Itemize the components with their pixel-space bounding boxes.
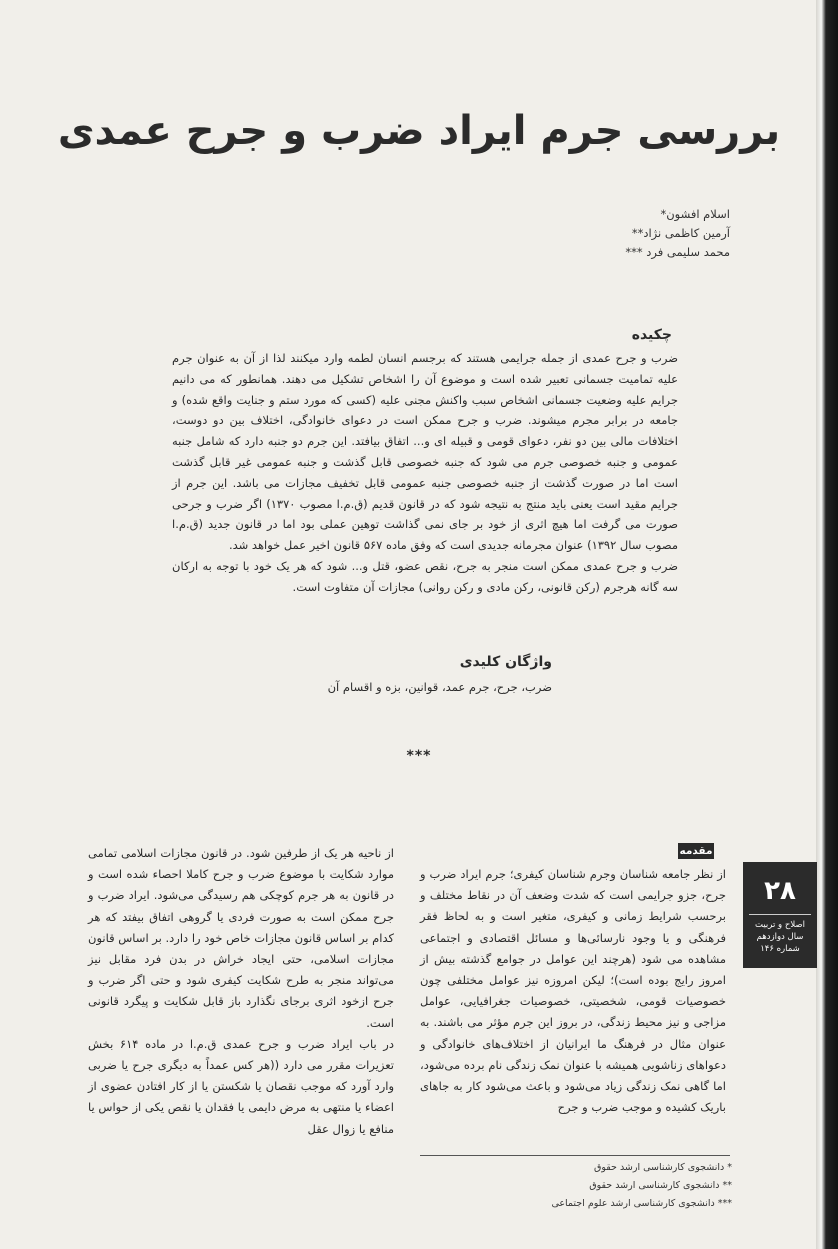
abstract-heading: چکیده: [631, 327, 672, 343]
author-name: محمد سلیمی فرد ***: [625, 245, 730, 259]
footnote: ** دانشجوی کارشناسی ارشد حقوق: [589, 1180, 732, 1191]
journal-year: سال دوازدهم: [756, 932, 804, 942]
abstract-paragraph: ضرب و جرح عمدی ممکن است منجر به جرح، نقص عضو، قتل و... شود که هر یک خود با توجه به ارکان سه گانه هرجرم (رکن قانونی، رکن مادی و رکن روانی) مجازات آن متفاوت است.: [172, 558, 678, 594]
body-paragraph: از ناحیه هر یک از طرفین شود. در قانون مجازات اسلامی تمامی موارد شکایت با موضوع ضرب و جرح کاملا احصاء شده است و در قانون به هر جرم کوچکی هم رسیدگی می‌شود. ایراد ضرب و جرح ممکن است به صورت فردی یا گروهی اتفاق بیفتد که هر کدام بر اساس قانون مجازات خاص خود را دارد. بر اساس قانون مجازات اسلامی، حتی ایجاد خراش در بدن فرد مقابل نیز می‌تواند منجر به طرح شکایت کیفری شود و حتی اگر ضرب و جرح ازخود اثری برجای نگذارد باز قابل شکایت و پیگرد قانونی است.: [88, 846, 394, 1030]
footnote-divider: [420, 1155, 730, 1156]
journal-issue: شماره ۱۴۶: [760, 944, 800, 954]
page-number-tab: [743, 862, 817, 968]
tab-divider: [749, 914, 811, 915]
intro-column-right: [420, 864, 726, 1118]
page-number: ۲۸: [764, 876, 796, 906]
section-separator: ***: [406, 748, 432, 764]
author-list: [625, 205, 730, 262]
page-edge: [816, 0, 838, 1249]
keywords-text: ضرب، جرح، جرم عمد، قوانین، بزه و اقسام آن: [327, 680, 552, 694]
author-name: آرمین کاظمی نژاد**: [631, 226, 730, 240]
intro-column-left: [88, 843, 394, 1140]
footnotes: [551, 1159, 732, 1213]
author-name: اسلام افشون*: [660, 207, 730, 221]
keywords-heading: واژگان کلیدی: [459, 654, 552, 670]
footnote: *** دانشجوی کارشناسی ارشد علوم اجتماعی: [551, 1198, 732, 1209]
body-paragraph: از نظر جامعه شناسان وجرم شناسان کیفری؛ جرم ایراد ضرب و جرح، جزو جرایمی است که شدت وضعف آن در نقاط مختلف و برحسب شرایط زمانی و کیفری، متغیر است و به لحاظ فقر فرهنگی و یا وجود نارسائی‌ها و مسائل اقتصادی و اجتماعی مشاهده می شود (هرچند این عوامل در جوامع گذشته بیش از امروز رایج بوده است)؛ لیکن امروزه نیز عوامل مختلفی چون خصوصیات قومی، شخصیتی، خصوصیات جغرافیایی، عوامل مزاجی و نیز محیط زندگی، در بروز این جرم مؤثر می باشند. به عنوان مثال در فرهنگ ما ایرانیان از اختلاف‌های خانوادگی و دعواهای زناشویی همیشه با عنوان نمک زندگی نام برده می‌شود، اما گاهی نمک زندگی زیاد می‌شود و باعث می‌شود کار به جاهای باریک کشیده و موجب ضرب و جرح: [420, 867, 726, 1115]
body-paragraph: در باب ایراد ضرب و جرح عمدی ق.م.ا در ماده ۶۱۴ بخش تعزیرات مقرر می دارد ((هر کس عمداً به دیگری جرح یا ضربی وارد آورد که موجب نقصان یا شکستن یا از کار افتادن عضوی از اعضاء یا منتهی به مرض دایمی یا فقدان یا نقص یکی از حواس یا منافع یا زوال عقل: [88, 1036, 394, 1136]
journal-name: اصلاح و تربیت: [755, 920, 805, 930]
abstract-body: [172, 348, 678, 598]
intro-heading-badge: مقدمه: [679, 845, 713, 857]
footnote: * دانشجوی کارشناسی ارشد حقوق: [593, 1162, 732, 1173]
abstract-paragraph: ضرب و جرح عمدی از جمله جرایمی هستند که برجسم انسان لطمه وارد میکنند لذا از آن به عنوان جرم علیه تمامیت جسمانی تعبیر شده است و موضوع آن را اشخاص تشکیل می دهند. همانطور که می دانیم جرایم علیه وضعیت جسمانی اشخاص سبب واکنش مجنی علیه (کسی که مورد ستم و جنایت واقع شده) و جامعه در برابر مجرم میشوند. ضرب و جرح ممکن است در دعوای خانوادگی، اختلاف بین دو دوست، اختلافات مالی بین دو نفر، دعوای قومی و قبیله ای و... اتفاق بیافتد. این جرم دو جنبه دارد که شامل جنبه عمومی و جنبه خصوصی جرم می شود که جنبه خصوصی قابل گذشت و جنبه عمومی غیر قابل گذشت است اما در صورت گذشت از جنبه خصوصی جنبه عمومی قابل تخفیف مجازات می باشد. این جرم از جرایم مقید است یعنی باید منتج به نتیجه شود که در قانون قدیم (ق.م.ا مصوب ۱۳۷۰) اگر ضرب و جرحی صورت می گرفت اما هیچ اثری از خود بر جای نمی گذاشت توهین عملی بود اما در قانون جدید (ق.م.ا مصوب سال ۱۳۹۲) عنوان مجرمانه جدیدی است که وفق ماده ۵۶۷ قانون اخیر عمل خواهد شد.: [172, 351, 678, 553]
article-title: بررسی جرم ایراد ضرب و جرح عمدی: [57, 108, 781, 154]
